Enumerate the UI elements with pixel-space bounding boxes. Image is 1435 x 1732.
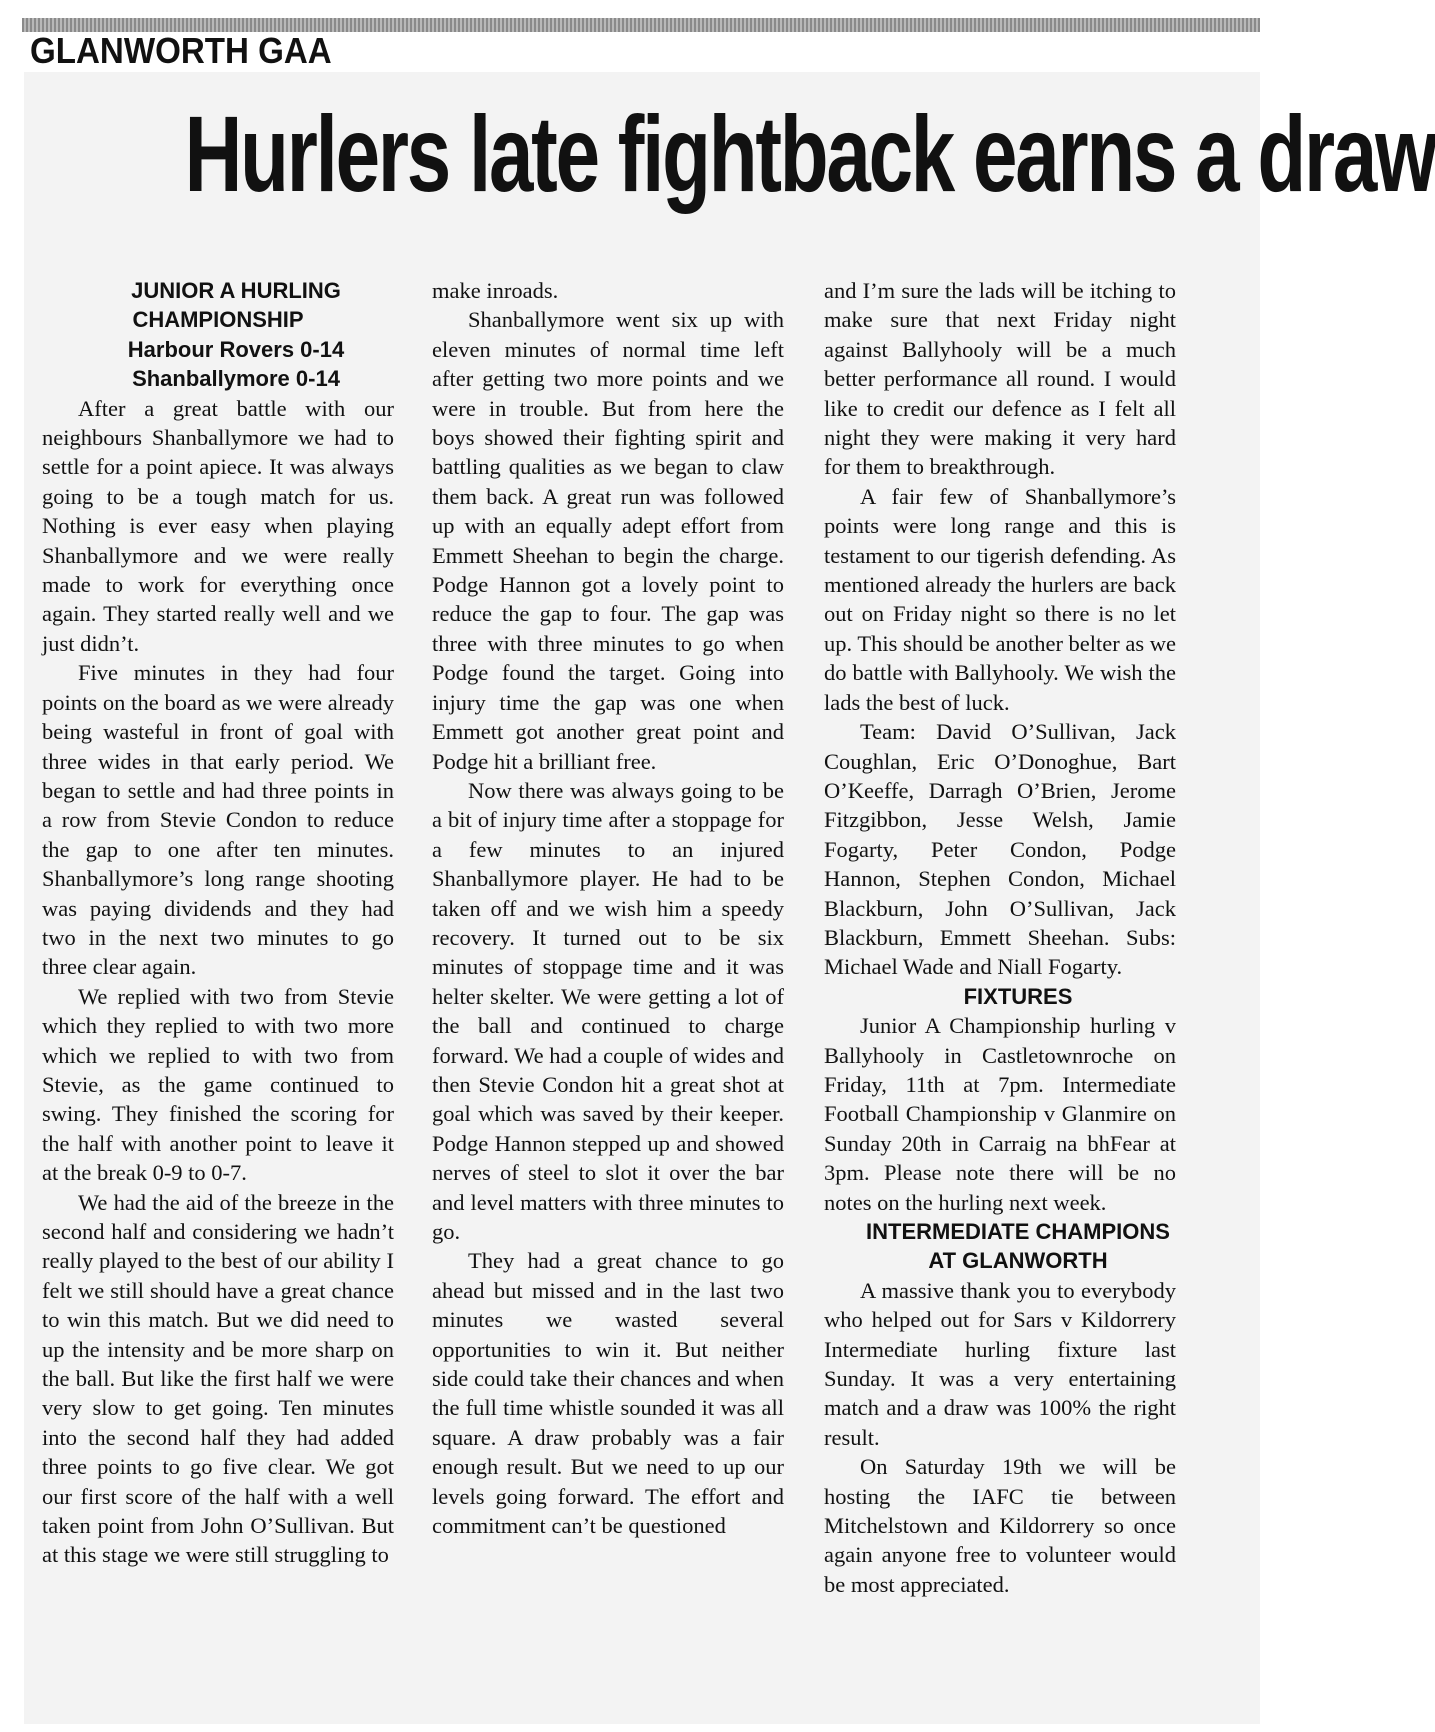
fixtures-heading: FIXTURES [963, 983, 1073, 1009]
intermediate-heading-line-1: INTERMEDIATE CHAMPIONS [866, 1219, 1170, 1244]
body-paragraph: They had a great chance to go ahead but missed and in the last two minutes we wasted several opportunities to win it. But neither side could take their chances and when the full time whistle sounded it was all square. A draw probably was a fair enough result. But we need to up our levels going forward. The effort and commitment can’t be questioned [432, 1248, 784, 1539]
body-paragraph: Now there was always going to be a bit of injury time after a stoppage for a few minutes to an injured Shanballymore player. He had to be taken off and we wish him a speedy recovery. It turned out to be six minutes of stoppage time and it was helter skelter. We were getting a lot of the ball and continued to charge forward. We had a couple of wides and then Stevie Condon hit a great shot at goal which was saved by their keeper. Podge Hannon stepped up and showed nerves of steel to slot it over the bar and level matters with three minutes to go. [432, 777, 784, 1244]
column-1 [42, 276, 394, 1716]
body-paragraph: A fair few of Shanballymore’s points were long range and this is testament to our tigerish defending. As mentioned already the hurlers are back out on Friday night so there is no let up. This should be another belter as we do battle with Ballyhooly. We wish the lads the best of luck. [824, 483, 1177, 715]
article [24, 72, 1435, 1724]
body-paragraph: We had the aid of the breeze in the second half and considering we hadn’t really played to the best of our ability I felt we still should have a great chance to win this match. But we did need to up the intensity and be more sharp on the ball. But like the first half we were very slow to get going. Ten minutes into the second half they had added three points to go five clear. We got our first score of the half with a well taken point from John O’Sullivan. But at this stage we were still struggling to [42, 1189, 394, 1568]
body-paragraph: make inroads. [432, 278, 559, 303]
headline: Hurlers late fightback earns a draw [184, 93, 1435, 214]
section-title: GLANWORTH GAA [30, 30, 332, 71]
score-line-1: Harbour Rovers 0-14 [127, 336, 345, 362]
body-paragraph: After a great battle with our neighbours Shanballymore we had to settle for a point apiece. It was always going to be a tough match for us. Nothing is ever easy when playing Shanballymore and we were really made to work for everything once again. They started really well and we just didn’t. [42, 395, 394, 656]
score-line-2: Shanballymore 0-14 [132, 366, 340, 392]
team-list: Team: David O’Sullivan, Jack Coughlan, Eric O’Donoghue, Bart O’Keeffe, Darragh O’Brien, Jerome Fitzgibbon, Jesse Welsh, Jamie Fogarty, Peter Condon, Podge Hannon, Stephen Condon, Michael Blackburn, John O’Sullivan, Jack Blackburn, Emmett Sheehan. Subs: Michael Wade and Niall Fogarty. [824, 719, 1176, 980]
intermediate-heading-line-2: AT GLANWORTH [928, 1248, 1108, 1274]
body-paragraph: We replied with two from Stevie which they replied to with two more which we replied to with two from Stevie, as the game continued to swing. They finished the scoring for the half with another point to leave it at the break 0-9 to 0-7. [42, 983, 394, 1186]
body-paragraph: On Saturday 19th we will be hosting the IAFC tie between Mitchelstown and Kildorrery so once again anyone free to volunteer would be most appreciated. [824, 1454, 1176, 1597]
column-3 [824, 276, 1176, 1716]
body-paragraph: Five minutes in they had four points on the board as we were already being wasteful in front of goal with three wides in that early period. We began to settle and had three points in a row from Stevie Condon to reduce the gap to one after ten minutes. Shanballymore’s long range shooting was paying dividends and they had two in the next two minutes to go three clear again. [42, 660, 394, 980]
body-paragraph: A massive thank you to everybody who helped out for Sars v Kildorrery Intermediate hurling fixture last Sunday. It was a very entertaining match and a draw was 100% the right result. [824, 1277, 1176, 1450]
body-paragraph: and I’m sure the lads will be itching to make sure that next Friday night against Ballyhooly will be a much better performance all round. I would like to credit our defence as I felt all night they were making it very hard for them to breakthrough. [824, 278, 1176, 480]
column-2 [432, 276, 784, 1716]
fixtures-text: Junior A Championship hurling v Ballyhooly in Castletownroche on Friday, 11th at 7pm. Intermediate Football Championship v Glanmire on Sunday 20th in Carraig na bhFear at 3pm. Please note there will be no notes on the hurling next week. [824, 1013, 1176, 1215]
body-paragraph: Shanballymore went six up with eleven minutes of normal time left after getting two more points and we were in trouble. But from here the boys showed their fighting spirit and battling qualities as we began to claw them back. A great run was followed up with an equally adept effort from Emmett Sheehan to begin the charge. Podge Hannon got a lovely point to reduce the gap to four. The gap was three with three minutes to go when Podge found the target. Going into injury time the gap was one when Emmett got another great point and Podge hit a brilliant free. [432, 307, 784, 774]
competition-heading: JUNIOR A HURLING CHAMPIONSHIP [131, 278, 341, 333]
